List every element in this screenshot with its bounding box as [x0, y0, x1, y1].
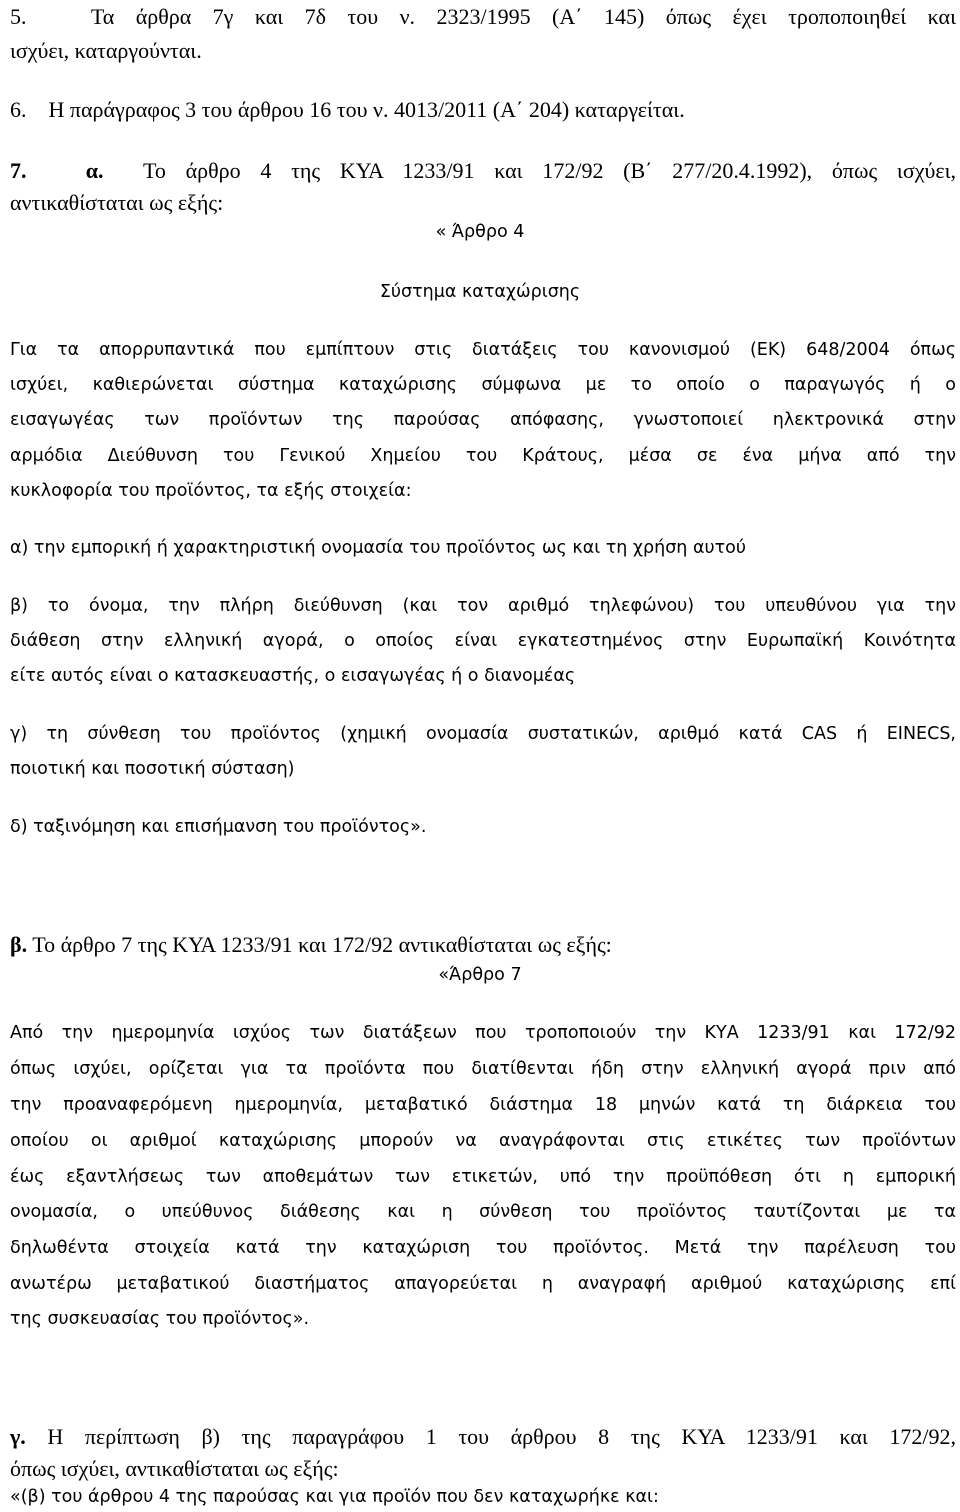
section-7a-marker: α.: [85, 158, 104, 183]
section-6-number: 6.: [10, 97, 27, 122]
article-4-item-b-line: διάθεση στην ελληνική αγορά, ο οποίος είναι εγκατεστημένος στην Ευρωπαϊκή Κοινότητα: [10, 631, 956, 651]
article-7-paragraph-line: έως εξαντλήσεως των αποθεμάτων των ετικετών, υπό την προϋπόθεση ότι η εμπορική: [10, 1167, 956, 1187]
article-7-paragraph-line: την προαναφερόμενη ημερομηνία, μεταβατικό διάστημα 18 μηνών κατά τη διάρκεια του: [10, 1095, 956, 1115]
article-4-paragraph-line: κυκλοφορία του προϊόντος, τα εξής στοιχεία:: [10, 481, 412, 501]
article-4-subheading: Σύστημα καταχώρισης: [379, 282, 581, 302]
section-7c-line-2: όπως ισχύει, αντικαθίσταται ως εξής:: [10, 1456, 339, 1481]
section-7c-text: Η περίπτωση β) της παραγράφου 1 του άρθρου 8 της ΚΥΑ 1233/91 και 172/92,: [47, 1424, 956, 1449]
article-7-paragraph-line: ανωτέρω μεταβατικού διαστήματος απαγορεύεται η αναγραφή αριθμού καταχώρισης επί: [10, 1274, 956, 1294]
section-5-line-2: ισχύει, καταργούνται.: [10, 38, 202, 63]
article-7-heading: «Άρθρο 7: [438, 965, 522, 985]
section-6: [10, 97, 956, 123]
article-4-paragraph-line: αρμόδια Διεύθυνση του Γενικού Χημείου του Κράτους, μέσα σε ένα μήνα από την: [10, 446, 956, 466]
article-4-item-d: δ) ταξινόμηση και επισήμανση του προϊόντος».: [10, 817, 427, 837]
section-5-line-1: [10, 4, 956, 30]
article-7-paragraph-line: οποίου οι αριθμοί καταχώρισης μπορούν να αναγράφονται στις ετικέτες των προϊόντων: [10, 1131, 956, 1151]
section-5-number: 5.: [10, 4, 27, 29]
section-7b-line: [10, 932, 956, 958]
article-4-paragraph-line: ισχύει, καθιερώνεται σύστημα καταχώρισης σύμφωνα με το οποίο ο παραγωγός ή ο: [10, 375, 956, 395]
article-7-paragraph-line: δηλωθέντα στοιχεία κατά την καταχώριση του προϊόντος. Μετά την παρέλευση του: [10, 1238, 956, 1258]
article-4-paragraph-line: Για τα απορρυπαντικά που εμπίπτουν στις διατάξεις του κανονισμού (ΕΚ) 648/2004 όπως: [10, 340, 956, 360]
article-4-item-b-line: είτε αυτός είναι ο κατασκευαστής, ο εισαγωγέας ή ο διανομέας: [10, 666, 576, 686]
section-6-text: Η παράγραφος 3 του άρθρου 16 του ν. 4013/2011 (Α΄ 204) καταργείται.: [48, 97, 685, 122]
article-7-paragraph-line: Από την ημερομηνία ισχύος των διατάξεων που τροποποιούν την ΚΥΑ 1233/91 και 172/92: [10, 1023, 956, 1043]
article-4-heading: « Άρθρο 4: [435, 222, 525, 242]
section-7a-line-1: [10, 158, 956, 184]
article-7-paragraph-line: όπως ισχύει, ορίζεται για τα προϊόντα που διατίθενται ήδη στην ελληνική αγορά πριν από: [10, 1059, 956, 1079]
article-4-item-b-line: β) το όνομα, την πλήρη διεύθυνση (και τον αριθμό τηλεφώνου) του υπευθύνου για την: [10, 596, 956, 616]
article-7-paragraph-line: ονομασία, ο υπεύθυνος διάθεσης και η σύνθεση του προϊόντος ταυτίζονται με τα: [10, 1202, 956, 1222]
section-5-text: Τα άρθρα 7γ και 7δ του ν. 2323/1995 (Α΄ 145) όπως έχει τροποποιηθεί και: [90, 4, 956, 29]
section-7b-marker: β.: [10, 932, 28, 957]
article-7-paragraph-line: της συσκευασίας του προϊόντος».: [10, 1309, 310, 1329]
section-7b-text: Το άρθρο 7 της ΚΥΑ 1233/91 και 172/92 αντικαθίσταται ως εξής:: [32, 932, 612, 957]
article-4-item-c-line: γ) τη σύνθεση του προϊόντος (χημική ονομασία συστατικών, αριθμό κατά CAS ή EINECS,: [10, 724, 956, 744]
section-7-number: 7.: [10, 158, 27, 183]
article-4-item-a: α) την εμπορική ή χαρακτηριστική ονομασία του προϊόντος ως και τη χρήση αυτού: [10, 538, 746, 558]
section-7c-marker: γ.: [10, 1424, 26, 1449]
section-7a-text: Το άρθρο 4 της ΚΥΑ 1233/91 και 172/92 (Β΄ 277/20.4.1992), όπως ισχύει,: [142, 158, 957, 183]
article-4-item-c-line: ποιοτική και ποσοτική σύσταση): [10, 759, 295, 779]
section-7c-quote: «(β) του άρθρου 4 της παρούσας και για προϊόν που δεν καταχωρήκε και:: [10, 1487, 659, 1507]
article-4-paragraph-line: εισαγωγέας των προϊόντων της παρούσας απόφασης, γνωστοποιεί ηλεκτρονικά στην: [10, 410, 956, 430]
section-7c-line-1: [10, 1424, 956, 1450]
section-7a-line-2: αντικαθίσταται ως εξής:: [10, 190, 224, 215]
